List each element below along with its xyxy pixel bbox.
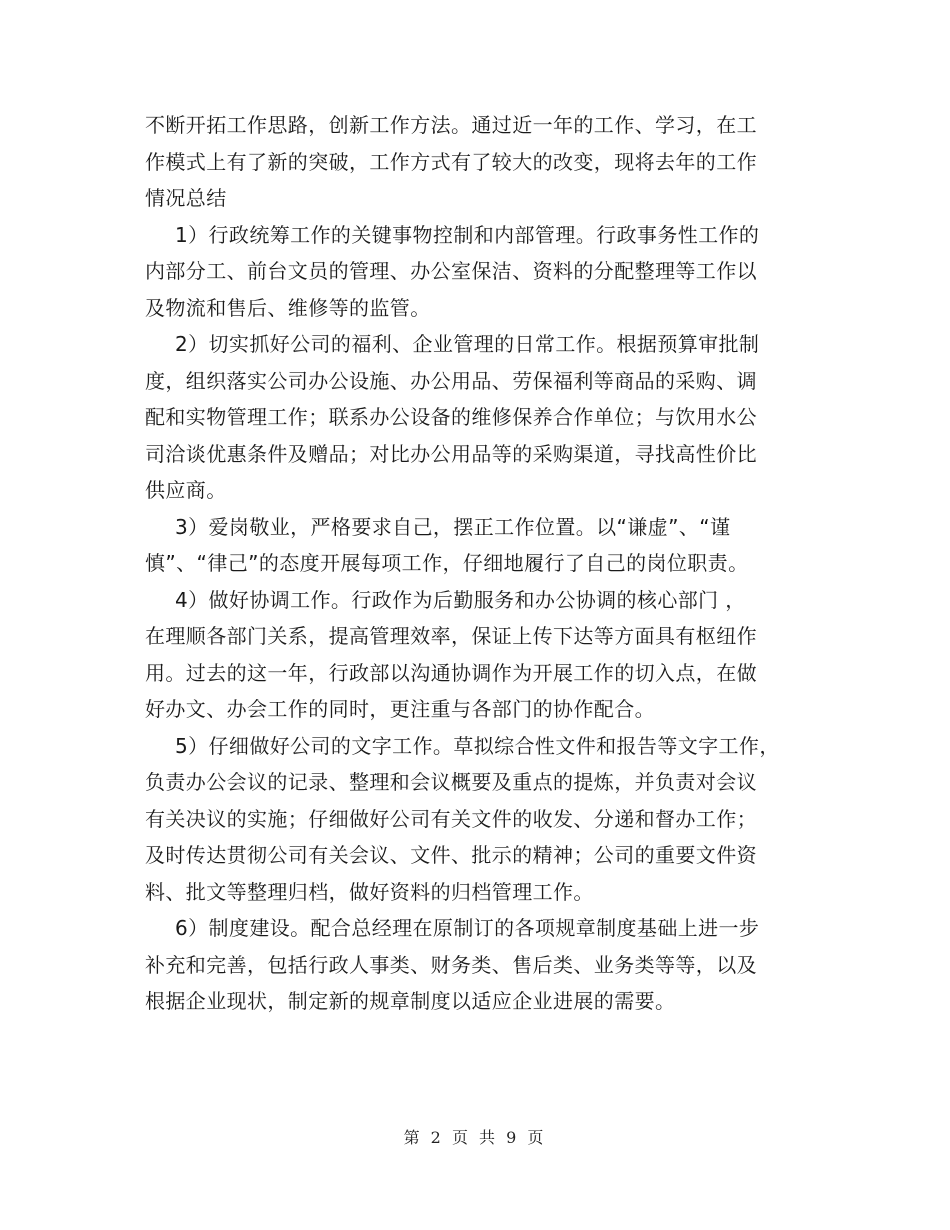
text-line: 负责办公会议的记录、整理和会议概要及重点的提炼，并负责对会议 — [145, 770, 757, 794]
paragraph-item-5 — [145, 728, 820, 911]
paragraph-item-4 — [145, 582, 820, 728]
text-line: 1）行政统筹工作的关键事物控制和内部管理。行政事务性工作的 — [175, 222, 760, 247]
text-line: 内部分工、前台文员的管理、办公室保洁、资料的分配整理等工作以 — [145, 259, 757, 283]
text-line: 补充和完善，包括行政人事类、财务类、售后类、业务类等等，以及 — [145, 952, 757, 977]
paragraph-item-3 — [145, 509, 820, 582]
text-line: 及物流和售后、维修等的监管。 — [145, 295, 431, 320]
text-line: 情况总结 — [145, 186, 227, 210]
text-line: 司洽谈优惠条件及赠品；对比办公用品等的采购渠道，寻找高性价比 — [145, 441, 757, 466]
text-line: 不断开拓工作思路，创新工作方法。通过近一年的工作、学习，在工 — [145, 113, 757, 137]
text-line: 2）切实抓好公司的福利、企业管理的日常工作。根据预算审批制 — [175, 332, 760, 356]
paragraph-item-1 — [145, 217, 820, 327]
text-line: 慎”、“律己”的态度开展每项工作，仔细地履行了自己的岗位职责。 — [145, 551, 749, 575]
document-body — [145, 107, 820, 1020]
text-line: 作模式上有了新的突破，工作方式有了较大的改变，现将去年的工作 — [145, 149, 757, 174]
text-line: 用。过去的这一年，行政部以沟通协调作为开展工作的切入点，在做 — [145, 660, 757, 685]
text-line: 料、批文等整理归档，做好资料的归档管理工作。 — [145, 879, 594, 904]
paragraph-item-2 — [145, 326, 820, 509]
text-line: 5）仔细做好公司的文字工作。草拟综合性文件和报告等文字工作， — [175, 733, 780, 758]
text-line: 好办文、办会工作的同时，更注重与各部门的协作配合。 — [145, 697, 655, 721]
text-line: 有关决议的实施；仔细做好公司有关文件的收发、分递和督办工作； — [145, 806, 757, 831]
text-line: 供应商。 — [145, 478, 227, 502]
paragraph-intro — [145, 107, 820, 217]
page-number-footer: 第 2 页 共 9 页 — [403, 1128, 547, 1147]
text-line: 3）爱岗敬业，严格要求自己，摆正工作位置。以“谦虚”、“谨 — [175, 514, 731, 539]
text-line: 配和实物管理工作；联系办公设备的维修保养合作单位；与饮用水公 — [145, 405, 757, 429]
text-line: 6）制度建设。配合总经理在原制订的各项规章制度基础上进一步 — [175, 916, 760, 940]
text-line: 度，组织落实公司办公设施、办公用品、劳保福利等商品的采购、调 — [145, 368, 757, 393]
paragraph-item-6 — [145, 910, 820, 1020]
text-line: 4）做好协调工作。行政作为后勤服务和办公协调的核心部门 ， — [175, 587, 746, 612]
text-line: 根据企业现状，制定新的规章制度以适应企业进展的需要。 — [145, 989, 676, 1013]
text-line: 在理顺各部门关系，提高管理效率，保证上传下达等方面具有枢纽作 — [145, 624, 757, 648]
text-line: 及时传达贯彻公司有关会议、文件、批示的精神；公司的重要文件资 — [145, 843, 757, 867]
